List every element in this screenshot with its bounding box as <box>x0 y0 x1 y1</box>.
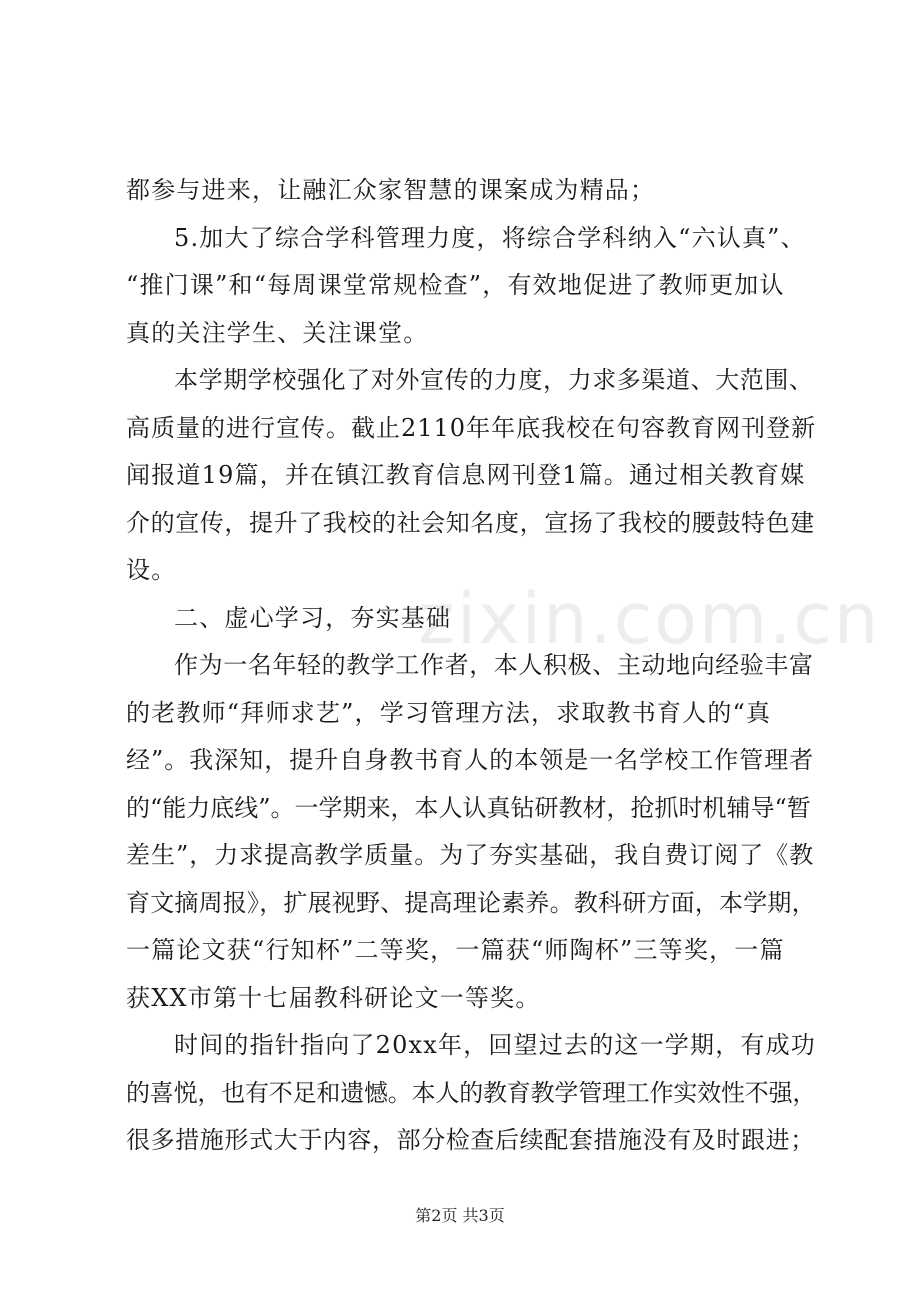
text-line-6: 高质量的进行宣传。截止2110年年底我校在句容教育网刊登新 <box>126 413 817 442</box>
section-heading: 二、虚心学习，夯实基础 <box>174 603 452 632</box>
text-line-2: 5.加大了综合学科管理力度，将综合学科纳入“六认真”、 <box>174 223 806 252</box>
text-line-4: 真的关注学生、关注课堂。 <box>126 318 429 347</box>
text-line-14: 的“能力底线”。一学期来，本人认真钻研教材，抢抓时机辅导“暂 <box>126 793 811 822</box>
text-line-16: 育文摘周报》，扩展视野、提高理论素养。教科研方面，本学期， <box>126 888 816 917</box>
text-line-18: 获XX市第十七届教科研论文一等奖。 <box>126 983 541 1012</box>
text-line-17: 一篇论文获“行知杯”二等奖，一篇获“师陶杯”三等奖，一篇 <box>126 936 785 964</box>
text-line-19: 时间的指针指向了20xx年，回望过去的这一学期，有成功 <box>174 1031 817 1059</box>
text-line-1: 都参与进来，让融汇众家智慧的课案成为精品； <box>126 176 656 204</box>
text-line-20: 的喜悦，也有不足和遗憾。本人的教育教学管理工作实效性不强， <box>126 1078 817 1107</box>
text-line-15: 差生”，力求提高教学质量。为了夯实基础，我自费订阅了《教 <box>126 841 815 869</box>
text-line-21: 很多措施形式大于内容，部分检查后续配套措施没有及时跟进； <box>126 1126 815 1154</box>
text-line-5: 本学期学校强化了对外宣传的力度，力求多渠道、大范围、 <box>174 366 814 394</box>
text-line-11: 作为一名年轻的教学工作者，本人积极、主动地向经验丰富 <box>174 651 814 679</box>
document-body <box>126 167 816 1165</box>
text-line-9: 设。 <box>126 556 177 584</box>
watermark: zixin.com.cn <box>418 578 881 660</box>
text-line-12: 的老教师“拜师求艺”，学习管理方法，求取教书育人的“真 <box>126 698 772 727</box>
text-line-8: 介的宣传，提升了我校的社会知名度，宣扬了我校的腰鼓特色建 <box>126 508 815 537</box>
page-footer: 第2页 共3页 <box>415 1206 505 1225</box>
text-line-3: “推门课”和“每周课堂常规检查”，有效地促进了教师更加认 <box>126 271 785 299</box>
text-line-13: 经”。我深知，提升自身教书育人的本领是一名学校工作管理者 <box>126 746 815 774</box>
text-line-7: 闻报道19篇，并在镇江教育信息网刊登1篇。通过相关教育媒 <box>126 461 806 489</box>
